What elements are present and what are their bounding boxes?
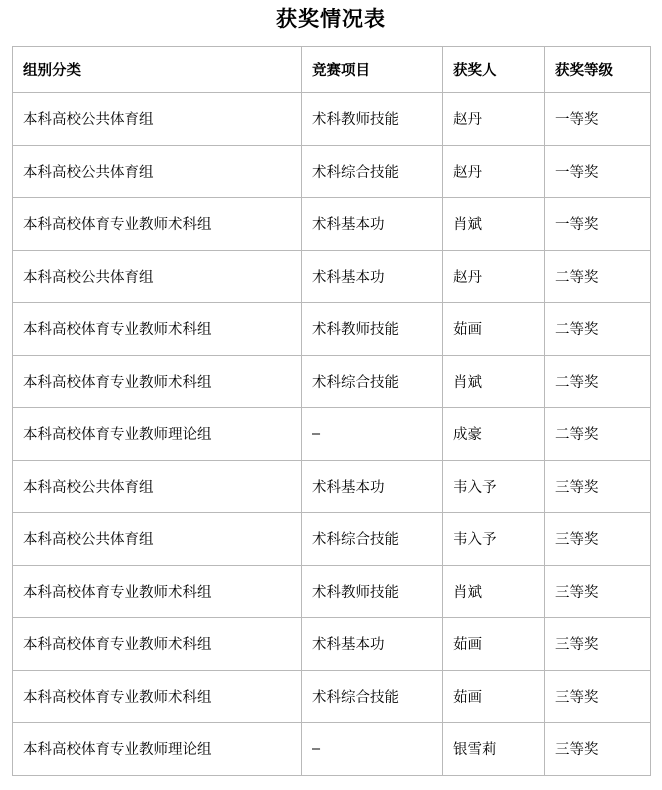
table-cell: 二等奖 [545, 303, 651, 356]
table-cell: 本科高校公共体育组 [13, 93, 302, 146]
table-cell: – [302, 408, 443, 461]
table-cell: 赵丹 [443, 93, 545, 146]
column-header-event: 竞赛项目 [302, 47, 443, 93]
table-row [13, 618, 651, 671]
page-title: 获奖情况表 [276, 8, 386, 31]
table-cell: 茹画 [443, 618, 545, 671]
table-header-row [13, 47, 651, 93]
table-cell: 术科综合技能 [302, 670, 443, 723]
table-cell: 本科高校体育专业教师术科组 [13, 670, 302, 723]
table-row [13, 250, 651, 303]
table-cell: 二等奖 [545, 355, 651, 408]
table-cell: 本科高校体育专业教师术科组 [13, 355, 302, 408]
table-cell: 茹画 [443, 303, 545, 356]
table-cell: 术科基本功 [302, 618, 443, 671]
table-cell: 术科综合技能 [302, 145, 443, 198]
table-cell: 本科高校体育专业教师术科组 [13, 198, 302, 251]
table-cell: 银雪莉 [443, 723, 545, 776]
table-cell: – [302, 723, 443, 776]
table-cell: 本科高校公共体育组 [13, 145, 302, 198]
table-cell: 一等奖 [545, 93, 651, 146]
table-row [13, 355, 651, 408]
table-cell: 本科高校体育专业教师术科组 [13, 565, 302, 618]
table-cell: 三等奖 [545, 618, 651, 671]
table-cell: 本科高校体育专业教师理论组 [13, 723, 302, 776]
table-cell: 术科基本功 [302, 198, 443, 251]
table-cell: 术科教师技能 [302, 565, 443, 618]
table-cell: 一等奖 [545, 145, 651, 198]
table-cell: 本科高校公共体育组 [13, 250, 302, 303]
table-cell: 本科高校体育专业教师术科组 [13, 303, 302, 356]
table-row [13, 303, 651, 356]
table-row [13, 565, 651, 618]
table-cell: 一等奖 [545, 198, 651, 251]
table-row [13, 513, 651, 566]
table-cell: 三等奖 [545, 460, 651, 513]
column-header-award-level: 获奖等级 [545, 47, 651, 93]
table-cell: 韦入予 [443, 460, 545, 513]
table-row [13, 93, 651, 146]
table-row [13, 198, 651, 251]
table-cell: 茹画 [443, 670, 545, 723]
table-cell: 本科高校体育专业教师术科组 [13, 618, 302, 671]
table-cell: 赵丹 [443, 145, 545, 198]
table-cell: 二等奖 [545, 250, 651, 303]
table-cell: 术科综合技能 [302, 355, 443, 408]
table-cell: 术科基本功 [302, 460, 443, 513]
table-cell: 三等奖 [545, 565, 651, 618]
table-cell: 二等奖 [545, 408, 651, 461]
table-cell: 本科高校公共体育组 [13, 460, 302, 513]
table-header [13, 47, 651, 93]
table-cell: 术科综合技能 [302, 513, 443, 566]
table-row [13, 408, 651, 461]
table-cell: 术科基本功 [302, 250, 443, 303]
table-cell: 肖斌 [443, 198, 545, 251]
table-body [13, 93, 651, 776]
award-table-container [0, 46, 662, 776]
table-cell: 本科高校体育专业教师理论组 [13, 408, 302, 461]
table-cell: 赵丹 [443, 250, 545, 303]
table-row [13, 670, 651, 723]
table-cell: 本科高校公共体育组 [13, 513, 302, 566]
column-header-group: 组别分类 [13, 47, 302, 93]
table-cell: 肖斌 [443, 565, 545, 618]
table-cell: 术科教师技能 [302, 93, 443, 146]
table-cell: 韦入予 [443, 513, 545, 566]
table-cell: 成豪 [443, 408, 545, 461]
table-cell: 肖斌 [443, 355, 545, 408]
table-cell: 术科教师技能 [302, 303, 443, 356]
table-cell: 三等奖 [545, 723, 651, 776]
award-table [12, 46, 651, 776]
table-row [13, 723, 651, 776]
column-header-winner: 获奖人 [443, 47, 545, 93]
table-row [13, 145, 651, 198]
table-cell: 三等奖 [545, 513, 651, 566]
table-cell: 三等奖 [545, 670, 651, 723]
table-row [13, 460, 651, 513]
